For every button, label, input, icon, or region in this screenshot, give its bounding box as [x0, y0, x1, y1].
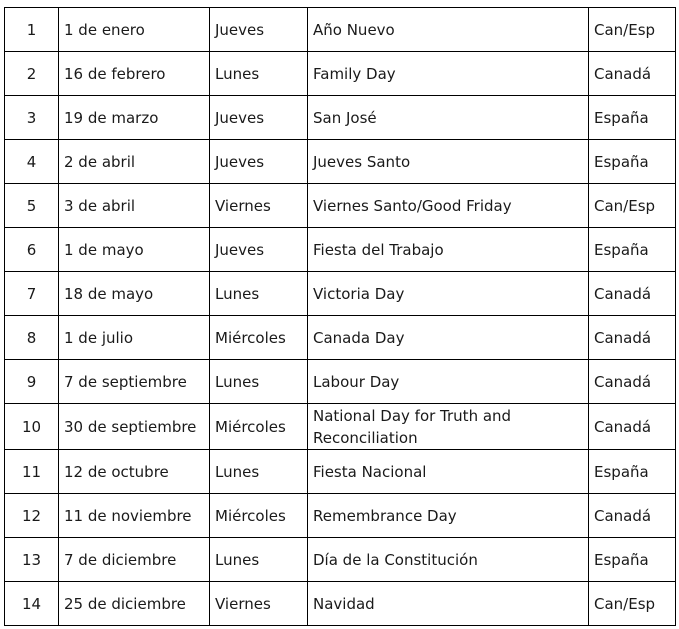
holiday-name-cell: Fiesta Nacional [308, 450, 589, 494]
table-row [5, 8, 676, 52]
date-cell: 2 de abril [59, 140, 210, 184]
country-cell: España [589, 96, 676, 140]
row-number: 11 [5, 450, 59, 494]
row-number: 3 [5, 96, 59, 140]
table-row [5, 404, 676, 450]
date-cell: 3 de abril [59, 184, 210, 228]
holiday-name-cell: National Day for Truth and Reconciliation [308, 404, 589, 450]
weekday-cell: Miércoles [210, 316, 308, 360]
date-cell: 30 de septiembre [59, 404, 210, 450]
date-cell: 11 de noviembre [59, 494, 210, 538]
row-number: 8 [5, 316, 59, 360]
table-row [5, 228, 676, 272]
holiday-name-cell: Fiesta del Trabajo [308, 228, 589, 272]
date-cell: 1 de julio [59, 316, 210, 360]
date-cell: 7 de septiembre [59, 360, 210, 404]
holidays-table-body [5, 8, 676, 626]
holiday-name-cell: Viernes Santo/Good Friday [308, 184, 589, 228]
table-row [5, 96, 676, 140]
holiday-name-cell: Canada Day [308, 316, 589, 360]
holiday-name-cell: Victoria Day [308, 272, 589, 316]
weekday-cell: Viernes [210, 582, 308, 626]
country-cell: España [589, 538, 676, 582]
row-number: 10 [5, 404, 59, 450]
table-row [5, 52, 676, 96]
country-cell: Canadá [589, 360, 676, 404]
weekday-cell: Lunes [210, 538, 308, 582]
date-cell: 16 de febrero [59, 52, 210, 96]
weekday-cell: Miércoles [210, 494, 308, 538]
row-number: 1 [5, 8, 59, 52]
date-cell: 1 de enero [59, 8, 210, 52]
country-cell: Can/Esp [589, 8, 676, 52]
row-number: 5 [5, 184, 59, 228]
country-cell: Can/Esp [589, 184, 676, 228]
holiday-name-cell: Remembrance Day [308, 494, 589, 538]
country-cell: Canadá [589, 316, 676, 360]
table-row [5, 184, 676, 228]
row-number: 6 [5, 228, 59, 272]
weekday-cell: Jueves [210, 140, 308, 184]
country-cell: Canadá [589, 272, 676, 316]
country-cell: España [589, 140, 676, 184]
country-cell: Can/Esp [589, 582, 676, 626]
country-cell: España [589, 450, 676, 494]
holiday-name-cell: Labour Day [308, 360, 589, 404]
weekday-cell: Lunes [210, 450, 308, 494]
weekday-cell: Lunes [210, 272, 308, 316]
weekday-cell: Lunes [210, 360, 308, 404]
holiday-name-cell: Año Nuevo [308, 8, 589, 52]
holiday-name-cell: Navidad [308, 582, 589, 626]
row-number: 9 [5, 360, 59, 404]
date-cell: 19 de marzo [59, 96, 210, 140]
country-cell: Canadá [589, 52, 676, 96]
row-number: 13 [5, 538, 59, 582]
weekday-cell: Jueves [210, 8, 308, 52]
row-number: 4 [5, 140, 59, 184]
weekday-cell: Viernes [210, 184, 308, 228]
table-row [5, 450, 676, 494]
holiday-name-cell: Día de la Constitución [308, 538, 589, 582]
weekday-cell: Miércoles [210, 404, 308, 450]
table-row [5, 494, 676, 538]
date-cell: 1 de mayo [59, 228, 210, 272]
date-cell: 25 de diciembre [59, 582, 210, 626]
table-row [5, 140, 676, 184]
date-cell: 12 de octubre [59, 450, 210, 494]
row-number: 14 [5, 582, 59, 626]
row-number: 12 [5, 494, 59, 538]
table-row [5, 360, 676, 404]
holiday-name-cell: Jueves Santo [308, 140, 589, 184]
country-cell: Canadá [589, 404, 676, 450]
table-row [5, 582, 676, 626]
table-row [5, 538, 676, 582]
country-cell: Canadá [589, 494, 676, 538]
table-row [5, 272, 676, 316]
date-cell: 18 de mayo [59, 272, 210, 316]
table-row [5, 316, 676, 360]
row-number: 7 [5, 272, 59, 316]
weekday-cell: Lunes [210, 52, 308, 96]
weekday-cell: Jueves [210, 96, 308, 140]
country-cell: España [589, 228, 676, 272]
holiday-name-cell: Family Day [308, 52, 589, 96]
holidays-table [4, 7, 676, 626]
weekday-cell: Jueves [210, 228, 308, 272]
row-number: 2 [5, 52, 59, 96]
date-cell: 7 de diciembre [59, 538, 210, 582]
holiday-name-cell: San José [308, 96, 589, 140]
